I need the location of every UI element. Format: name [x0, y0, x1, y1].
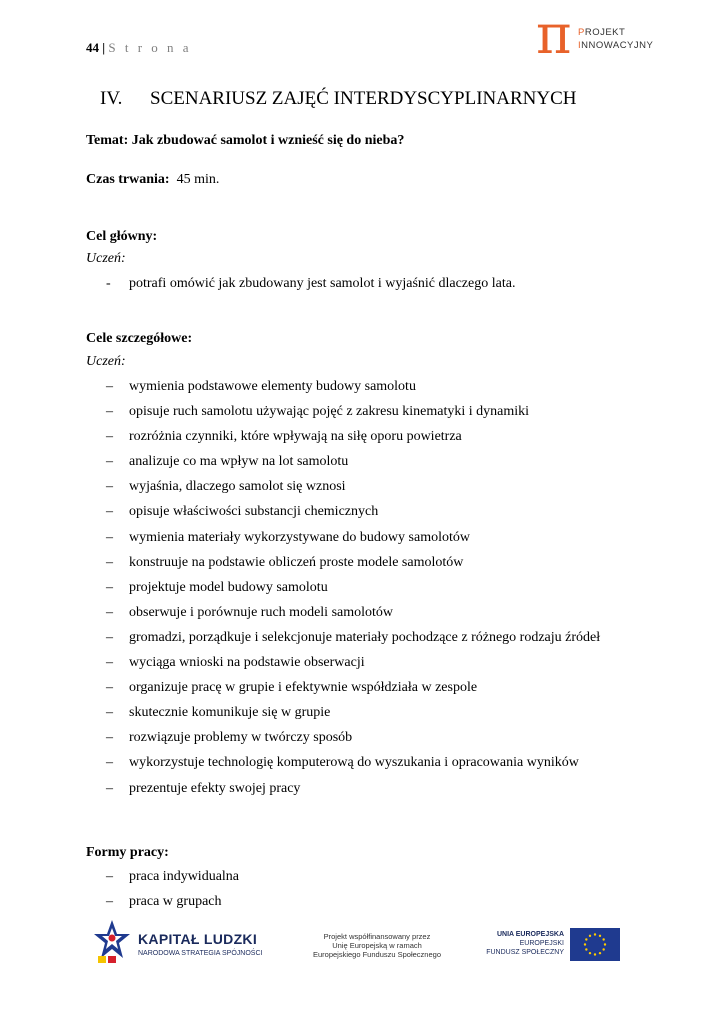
- section-title: [100, 88, 576, 110]
- kapital-ludzki-star-icon: [94, 918, 130, 964]
- main-goal-intro: Uczeń:: [86, 251, 126, 266]
- eu-star-icon: [599, 952, 601, 954]
- eu-flag-icon: [570, 928, 620, 961]
- topic-value: Jak zbudować samolot i wznieść się do nieba?: [131, 133, 405, 148]
- cofinancing-note: Projekt współfinansowany przez Unię Europejską w ramach Europejskiego Funduszu Społecznego: [312, 932, 441, 959]
- eu-star-icon: [594, 953, 596, 955]
- eu-star-icon: [585, 938, 587, 940]
- list-item: – opisuje ruch samolotu używając pojęć z zakresu kinematyki i dynamiki: [106, 404, 530, 420]
- list-item: – prezentuje efekty swojej pracy: [106, 780, 301, 796]
- logo-text: PROJEKT INNOWACYJNY: [578, 27, 654, 51]
- work-forms-heading: Formy pracy:: [86, 845, 169, 860]
- eu-star-icon: [584, 943, 586, 945]
- kapital-ludzki-subtitle: NARODOWA STRATEGIA SPÓJNOŚCI: [138, 950, 263, 957]
- list-item: – wymienia podstawowe elementy budowy samolotu: [106, 379, 416, 394]
- pi-logo-icon: π: [536, 3, 572, 66]
- detailed-goals-heading: Cele szczegółowe:: [86, 331, 193, 346]
- page-number: 44 |: [86, 40, 106, 55]
- detailed-goals-intro: Uczeń:: [86, 354, 126, 369]
- eu-star-icon: [602, 938, 604, 940]
- kapital-ludzki-name: KAPITAŁ LUDZKI: [138, 931, 258, 947]
- main-goal-text: potrafi omówić jak zbudowany jest samolot i wyjaśnić dlaczego lata.: [129, 276, 516, 291]
- eu-star-icon: [589, 952, 591, 954]
- projekt-innowacyjny-logo: [536, 3, 666, 66]
- list-item: – wyjaśnia, dlaczego samolot się wznosi: [106, 479, 346, 495]
- list-item: – konstruuje na podstawie obliczeń proste modele samolotów: [106, 554, 464, 570]
- section-number: IV.: [100, 88, 123, 109]
- list-item: – wyciąga wnioski na podstawie obserwacji: [106, 655, 365, 671]
- list-item: – rozwiązuje problemy w twórczy sposób: [106, 730, 353, 746]
- topic-line: [86, 133, 404, 149]
- list-item: – gromadzi, porządkuje i selekcjonuje materiały pochodzące z różnego rodzaju źródeł: [106, 629, 601, 645]
- work-forms-list: [106, 867, 239, 917]
- list-item: – obserwuje i porównuje ruch modeli samolotów: [106, 604, 394, 620]
- list-item: – projektuje model budowy samolotu: [106, 579, 328, 595]
- eu-text: UNIA EUROPEJSKA EUROPEJSKI FUNDUSZ SPOŁECZNY: [486, 931, 564, 956]
- duration-value: 45 min.: [176, 172, 220, 187]
- eu-star-icon: [594, 933, 596, 935]
- list-item: – analizuje co ma wpływ na lot samolotu: [106, 454, 349, 470]
- list-item: – organizuje pracę w grupie i efektywnie współdziała w zespole: [106, 680, 478, 696]
- eu-star-icon: [602, 948, 604, 950]
- eu-logo: [484, 928, 620, 962]
- page-word: S t r o n a: [108, 40, 192, 55]
- main-goal-item: [106, 276, 515, 292]
- duration-line: [86, 172, 219, 188]
- list-item: – praca indywidualna: [106, 869, 240, 884]
- list-item: – rozróżnia czynniki, które wpływają na siłę oporu powietrza: [106, 429, 462, 445]
- list-item: – praca w grupach: [106, 894, 222, 910]
- list-item: – skutecznie komunikuje się w grupie: [106, 705, 331, 721]
- eu-star-icon: [585, 948, 587, 950]
- duration-label: Czas trwania:: [86, 172, 170, 187]
- footer-logos: [90, 918, 620, 966]
- eu-star-icon: [599, 935, 601, 937]
- topic-label: Temat:: [86, 133, 129, 148]
- kapital-ludzki-logo: [90, 918, 263, 966]
- eu-star-icon: [589, 935, 591, 937]
- eu-star-icon: [604, 943, 606, 945]
- list-item: – wymienia materiały wykorzystywane do budowy samolotów: [106, 529, 470, 545]
- bullet-dash: -: [106, 276, 111, 291]
- section-title-text: SCENARIUSZ ZAJĘĆ INTERDYSCYPLINARNYCH: [150, 88, 577, 109]
- detailed-goals-list: [106, 377, 600, 804]
- list-item: – opisuje właściwości substancji chemicznych: [106, 504, 379, 520]
- page-header: [86, 40, 192, 56]
- list-item: – wykorzystuje technologię komputerową do wyszukania i opracowania wyników: [106, 755, 579, 771]
- main-goal-heading: Cel główny:: [86, 229, 158, 244]
